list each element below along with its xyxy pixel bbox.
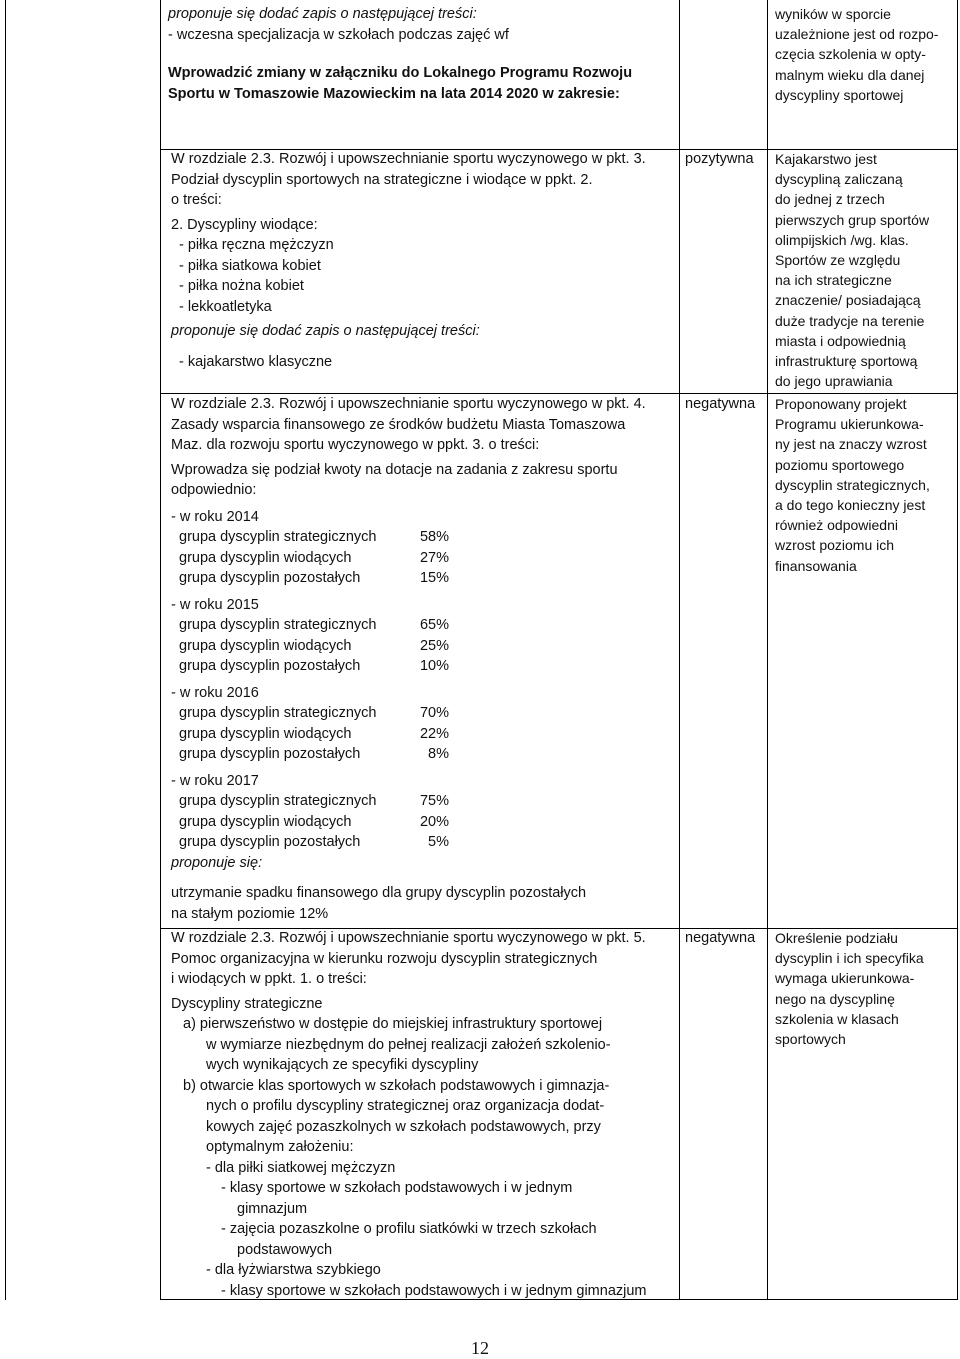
justification-line: ny jest na znaczy wzrost (775, 436, 927, 453)
justification-line: malnym wieku dla danej (775, 66, 925, 83)
justification-line: poziomu sportowego (775, 456, 905, 473)
justification-line: dyscyplin i ich specyfika (775, 950, 924, 967)
group-percent: 25% (419, 637, 449, 654)
text-line: - piłka siatkowa kobiet (179, 257, 321, 274)
justification-line: a do tego konieczny jest (775, 497, 926, 514)
row3-opinion: negatywna (685, 396, 756, 412)
year-label: - w roku 2014 (171, 508, 259, 525)
text-line: podstawowych (237, 1241, 333, 1258)
justification-line: wyników w sporcie (775, 6, 891, 22)
group-name: grupa dyscyplin wiodących (179, 637, 352, 654)
group-percent: 70% (419, 705, 449, 721)
group-row (171, 703, 449, 724)
group-name: grupa dyscyplin wiodących (179, 549, 352, 566)
group-row (171, 636, 449, 657)
text-line: i wiodących w ppkt. 1. o treści: (171, 971, 367, 987)
justification-line: Określenie podziału (775, 930, 898, 946)
column-divider-1 (160, 0, 161, 1300)
row2-content (171, 149, 669, 372)
justification-line: dyscypliną zaliczaną (775, 171, 903, 188)
text-line: - piłka ręczna mężczyzn (179, 237, 334, 253)
proposal-label: proponuje się: (171, 854, 263, 871)
group-row (171, 812, 449, 833)
text-line: Pomoc organizacyjna w kierunku rozwoju dyscyplin strategicznych (171, 950, 598, 967)
justification-line: duże tradycje na terenie (775, 312, 925, 329)
group-row (171, 656, 449, 677)
row4-content (171, 928, 669, 1301)
group-percent: 65% (419, 617, 449, 633)
text-line: o treści: (171, 192, 222, 208)
text-line: Maz. dla rozwoju sportu wyczynowego w ppkt. 3. o treści: (171, 437, 540, 453)
text-line: W rozdziale 2.3. Rozwój i upowszechnianie sportu wyczynowego w pkt. 4. (171, 396, 646, 412)
table-border-right (957, 0, 958, 1300)
justification-line: nego na dyscyplinę (775, 990, 895, 1007)
text-line: gimnazjum (237, 1200, 308, 1217)
group-percent: 58% (419, 529, 449, 545)
group-row (171, 832, 449, 853)
justification-line: do jednej z trzech (775, 191, 885, 208)
justification-line: Proponowany projekt (775, 396, 907, 412)
text-line: Wprowadza się podział kwoty na dotacje na zadania z zakresu sportu (171, 461, 618, 478)
text-line: wych wynikających ze specyfiki dyscypliny (206, 1057, 479, 1073)
row2-opinion: pozytywna (685, 151, 754, 167)
row4-opinion: negatywna (685, 930, 756, 946)
column-divider-3 (767, 0, 768, 1300)
group-name: grupa dyscyplin pozostałych (179, 746, 361, 762)
row1-content (168, 4, 670, 104)
justification-line: na ich strategiczne (775, 272, 892, 289)
justification-line: pierwszych grup sportów (775, 211, 930, 228)
text-line: optymalnym założeniu: (206, 1139, 354, 1155)
text-line: Wprowadzić zmiany w załączniku do Lokalnego Programu Rozwoju (168, 65, 633, 81)
group-percent: 22% (419, 725, 449, 742)
justification-line: do jego uprawiania (775, 373, 893, 390)
row3-content (171, 394, 669, 924)
table-border-left (5, 0, 6, 1300)
text-line: Sportu w Tomaszowie Mazowieckim na lata 2014 2020 w zakresie: (168, 85, 620, 102)
text-line: - dla piłki siatkowej mężczyzn (206, 1159, 396, 1176)
group-percent: 27% (419, 549, 449, 566)
text-line: utrzymanie spadku finansowego dla grupy dyscyplin pozostałych (171, 885, 587, 901)
group-name: grupa dyscyplin wiodących (179, 725, 352, 742)
group-name: grupa dyscyplin strategicznych (179, 705, 377, 721)
justification-line: wymaga ukierunkowa- (775, 970, 915, 987)
justification-line: olimpijskich /wg. klas. (775, 231, 909, 248)
row1-justification (775, 4, 955, 105)
justification-line: również odpowiedni (775, 517, 898, 534)
year-label: - w roku 2015 (171, 596, 259, 613)
year-label: - w roku 2016 (171, 684, 259, 701)
justification-line: znaczenie/ posiadającą (775, 292, 921, 309)
justification-line: Sportów ze względu (775, 252, 901, 269)
text-line: W rozdziale 2.3. Rozwój i upowszechnianie sportu wyczynowego w pkt. 5. (171, 930, 646, 946)
page-number: 12 (471, 1338, 489, 1358)
text-line: - piłka nożna kobiet (179, 278, 304, 294)
column-divider-2 (679, 0, 680, 1300)
text-line: Dyscypliny strategiczne (171, 995, 323, 1012)
justification-line: częcia szkolenia w opty- (775, 46, 926, 63)
group-name: grupa dyscyplin wiodących (179, 813, 352, 830)
group-name: grupa dyscyplin pozostałych (179, 834, 361, 850)
text-line: - klasy sportowe w szkołach podstawowych i w jednym gimnazjum (221, 1282, 647, 1299)
justification-line: sportowych (775, 1031, 846, 1048)
group-name: grupa dyscyplin strategicznych (179, 529, 377, 545)
text-line: Podział dyscyplin sportowych na strategiczne i wiodące w ppkt. 2. (171, 171, 593, 188)
justification-line: finansowania (775, 557, 857, 574)
text-line: w wymiarze niezbędnym do pełnej realizacji założeń szkolenio- (206, 1036, 611, 1053)
text-line: b) otwarcie klas sportowych w szkołach podstawowych i gimnazja- (183, 1077, 610, 1094)
group-name: grupa dyscyplin strategicznych (179, 617, 377, 633)
group-name: grupa dyscyplin pozostałych (179, 570, 361, 586)
text-line: Zasady wsparcia finansowego ze środków budżetu Miasta Tomaszowa (171, 416, 626, 433)
group-row (171, 744, 449, 765)
group-row (171, 615, 449, 636)
text-line: W rozdziale 2.3. Rozwój i upowszechnianie sportu wyczynowego w pkt. 3. (171, 151, 646, 167)
group-row (171, 724, 449, 745)
group-percent: 75% (419, 793, 449, 809)
row2-justification (775, 149, 955, 391)
text-line: - kajakarstwo klasyczne (179, 353, 333, 370)
group-row (171, 548, 449, 569)
justification-line: uzależnione jest od rozpo- (775, 26, 939, 43)
text-line: - lekkoatletyka (179, 298, 272, 315)
group-percent: 15% (419, 570, 449, 586)
group-percent: 10% (419, 658, 449, 674)
text-line: kowych zajęć pozaszkolnych w szkołach podstawowych, przy (206, 1118, 601, 1135)
text-line: proponuje się dodać zapis o następującej treści: (168, 6, 477, 22)
year-label: - w roku 2017 (171, 772, 259, 789)
text-line: 2. Dyscypliny wiodące: (171, 216, 318, 233)
justification-line: infrastrukturę sportową (775, 353, 918, 370)
text-line: - klasy sportowe w szkołach podstawowych i w jednym (221, 1180, 573, 1196)
group-percent: 5% (428, 834, 449, 850)
justification-line: Kajakarstwo jest (775, 151, 877, 167)
group-name: grupa dyscyplin pozostałych (179, 658, 361, 674)
row4-justification (775, 928, 955, 1049)
group-percent: 20% (419, 813, 449, 830)
justification-line: Programu ukierunkowa- (775, 416, 924, 433)
group-row (171, 791, 449, 812)
text-line: - dla łyżwiarstwa szybkiego (206, 1262, 381, 1278)
justification-line: dyscyplin strategicznych, (775, 476, 930, 493)
justification-line: szkolenia w klasach (775, 1010, 899, 1027)
justification-line: wzrost poziomu ich (775, 537, 895, 554)
text-line: proponuje się dodać zapis o następującej treści: (171, 323, 480, 339)
text-line: - zajęcia pozaszkolne o profilu siatkówki w trzech szkołach (221, 1221, 597, 1237)
row3-justification (775, 394, 955, 576)
text-line: nych o profilu dyscypliny strategicznej oraz organizacja dodat- (206, 1098, 605, 1114)
group-row (171, 527, 449, 548)
justification-line: miasta i odpowiednią (775, 332, 906, 349)
group-name: grupa dyscyplin strategicznych (179, 793, 377, 809)
text-line: odpowiednio: (171, 482, 257, 498)
group-row (171, 568, 449, 589)
text-line: a) pierwszeństwo w dostępie do miejskiej infrastruktury sportowej (183, 1016, 603, 1032)
text-line: - wczesna specjalizacja w szkołach podczas zajęć wf (168, 26, 509, 43)
text-line: na stałym poziomie 12% (171, 905, 329, 922)
group-percent: 8% (428, 746, 449, 762)
justification-line: dyscypliny sportowej (775, 86, 904, 103)
